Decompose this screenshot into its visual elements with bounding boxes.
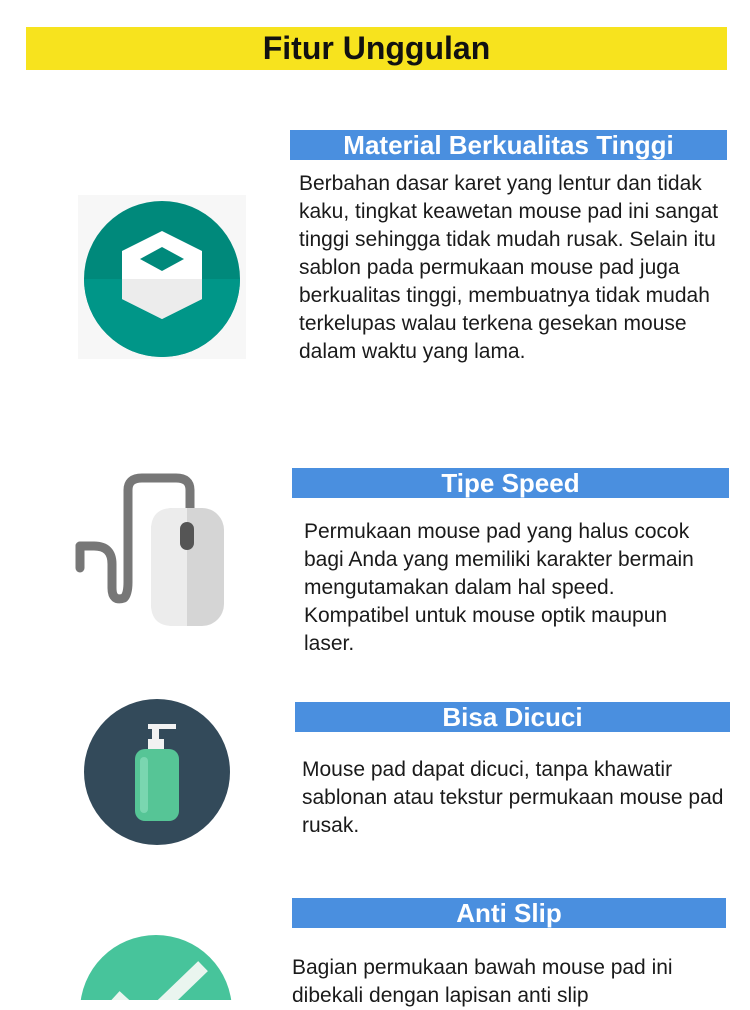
cube-icon [78, 195, 246, 359]
feature-description-speed: Permukaan mouse pad yang halus cocok bagi Anda yang memiliki karakter bermain mengutamakan dalam hal speed. Kompatibel untuk mouse optik maupun laser. [304, 520, 694, 655]
feature-description-washable: Mouse pad dapat dicuci, tanpa khawatir sablonan atau tekstur permukaan mouse pad rusak. [302, 758, 724, 837]
feature-title-washable: Bisa Dicuci [295, 702, 730, 732]
soap-bottle-icon [82, 697, 232, 847]
feature-title-speed: Tipe Speed [292, 468, 729, 498]
mouse-icon [72, 470, 232, 630]
feature-title-material: Material Berkualitas Tinggi [290, 130, 727, 160]
feature-description-material: Berbahan dasar karet yang lentur dan tidak kaku, tingkat keawetan mouse pad ini sangat tinggi sehingga tidak mudah rusak. Selain itu sablon pada permukaan mouse pad juga berkualitas tinggi, membuatnya tidak mudah terkelupas walau terkena gesekan mouse dalam waktu yang lama. [299, 172, 719, 363]
page-title: Fitur Unggulan [26, 27, 727, 70]
feature-title-anti-slip: Anti Slip [292, 898, 726, 928]
feature-description-anti-slip: Bagian permukaan bawah mouse pad ini dibekali dengan lapisan anti slip [292, 956, 673, 1007]
checkmark-icon [80, 935, 232, 1000]
